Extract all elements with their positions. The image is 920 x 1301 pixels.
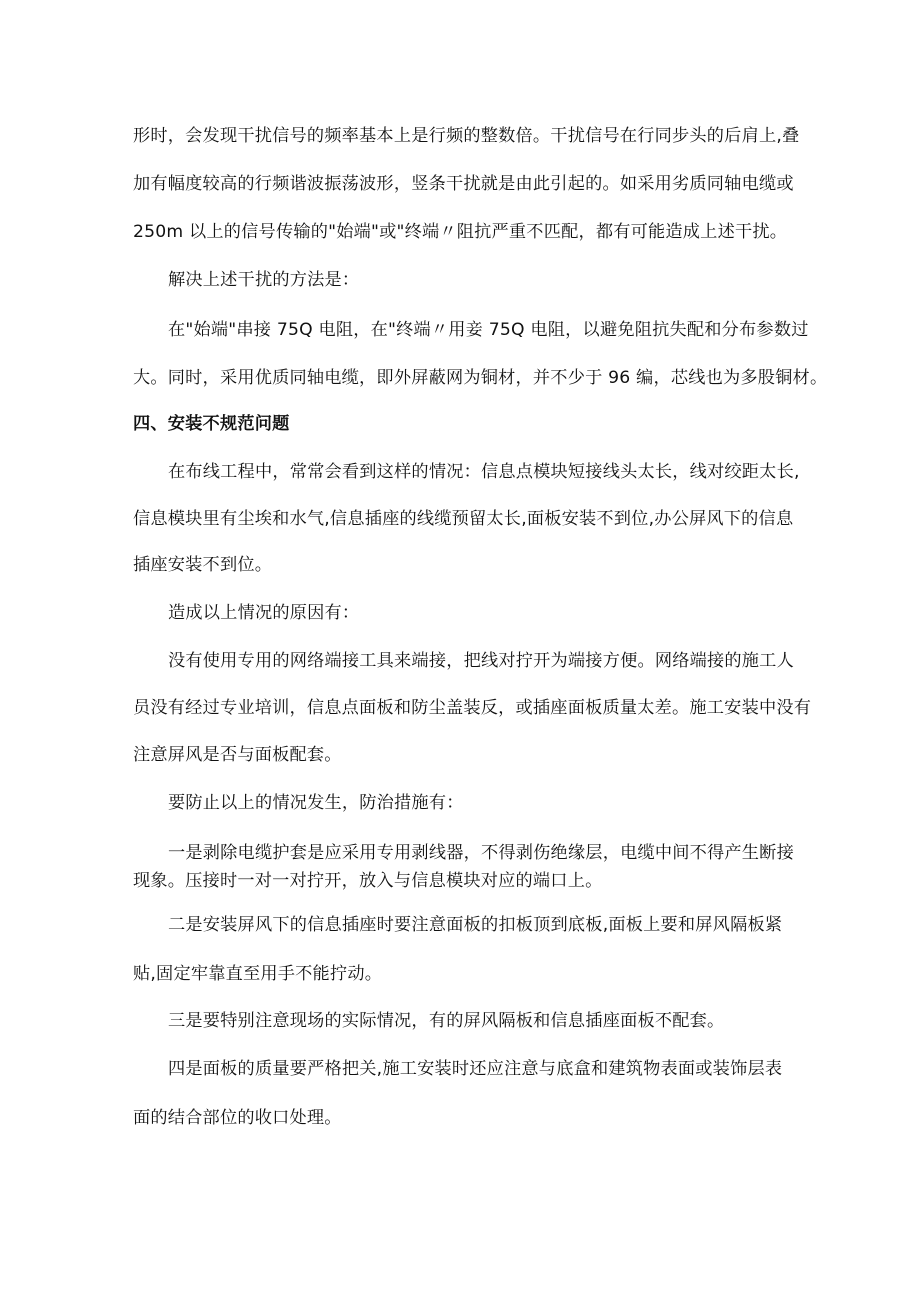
paragraph-line: 在"始端"串接 75Q 电阻，在"终端〃用妾 75Q 电阻，以避免阻抗失配和分布参数过 [168,320,809,340]
paragraph-line: 加有幅度较高的行频谐波振荡波形，竖条干扰就是由此引起的。如采用劣质同轴电缆或 [133,174,794,194]
paragraph-line: 没有使用专用的网络端接工具来端接，把线对拧开为端接方便。网络端接的施工人 [168,651,794,671]
paragraph-line: 形时，会发现干扰信号的频率基本上是行频的整数倍。干扰信号在行同步头的后肩上,叠 [133,126,800,146]
paragraph-line: 大。同时，采用优质同轴电缆，即外屏蔽网为铜材，并不少于 96 编，芯线也为多股铜材。 [133,368,828,388]
paragraph-line: 造成以上情况的原因有： [168,603,360,623]
paragraph-line: 面的结合部位的收口处理。 [133,1108,342,1128]
paragraph-line: 贴,固定牢靠直至用手不能拧动。 [133,964,383,984]
paragraph-line: 一是剥除电缆护套是应采用专用剥线器，不得剥伤绝缘层，电缆中间不得产生断接 [168,843,794,863]
paragraph-line: 员没有经过专业培训，信息点面板和防尘盖装反，或插座面板质量太差。施工安装中没有 [133,698,812,718]
paragraph-line: 在布线工程中，常常会看到这样的情况：信息点模块短接线头太长，线对绞距太长, [168,462,800,482]
paragraph-line: 二是安装屏风下的信息插座时要注意面板的扣板顶到底板,面板上要和屏风隔板紧 [168,915,783,935]
paragraph-line: 250m 以上的信号传输的"始端"或"终端〃阻抗严重不匹配，都有可能造成上述干扰。 [133,222,788,242]
paragraph-line: 解决上述干扰的方法是： [168,270,360,290]
paragraph-line: 三是要特别注意现场的实际情况，有的屏风隔板和信息插座面板不配套。 [168,1011,725,1031]
paragraph-line: 现象。压接时一对一对拧开，放入与信息模块对应的端口上。 [133,871,603,891]
paragraph-line: 注意屏风是否与面板配套。 [133,745,342,765]
paragraph-line: 要防止以上的情况发生，防治措施有： [168,793,464,813]
paragraph-line: 四是面板的质量要严格把关,施工安装时还应注意与底盒和建筑物表面或装饰层表 [168,1059,783,1079]
paragraph-line: 插座安装不到位。 [133,555,273,575]
section-heading: 四、安装不规范问题 [133,414,290,434]
paragraph-line: 信息模块里有尘埃和水气,信息插座的线缆预留太长,面板安装不到位,办公屏风下的信息 [133,509,794,529]
